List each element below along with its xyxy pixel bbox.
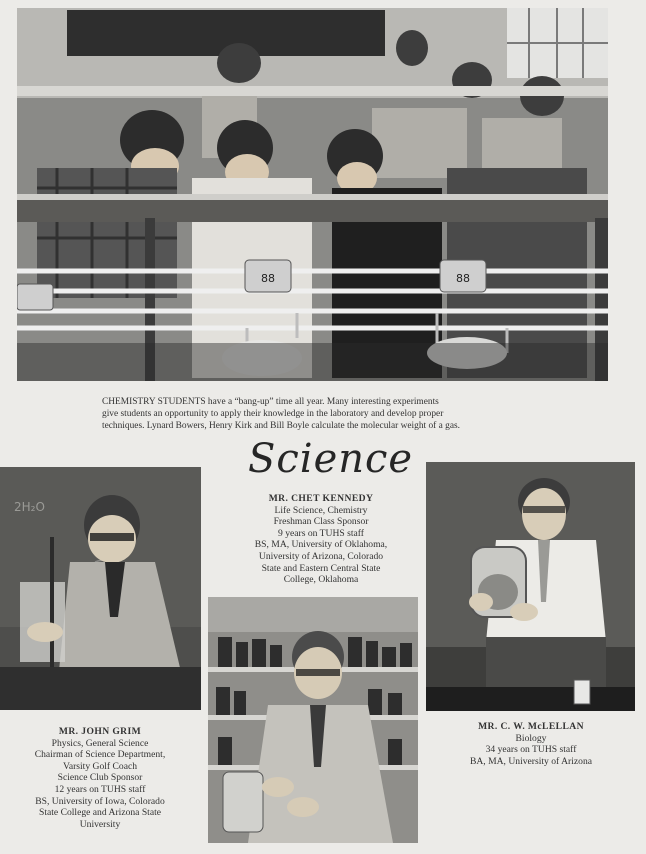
cw-mclellan-photo — [426, 462, 635, 711]
cw-mclellan-bio — [436, 721, 626, 767]
bio-line: BA, MA, University of Arizona — [469, 755, 593, 767]
bio-line: Varsity Golf Coach — [62, 760, 138, 772]
caption-line: techniques. Lynard Bowers, Henry Kirk and Bill Boyle calculate the molecular weight of a gas. — [102, 421, 460, 431]
teacher-name: MR. C. W. McLELLAN — [478, 721, 584, 732]
bio-line: Life Science, Chemistry — [274, 504, 368, 516]
caption-line: CHEMISTRY STUDENTS have a “bang-up” time all year. Many interesting experiments — [102, 397, 439, 407]
blackboard-text: 2H₂O — [14, 500, 45, 514]
bio-line: Physics, General Science — [51, 737, 149, 749]
bio-line: University of Arizona, Colorado — [258, 550, 384, 562]
bio-line: Science Club Sponsor — [57, 772, 143, 784]
bio-line: Freshman Class Sponsor — [273, 516, 369, 528]
kennedy-bio — [228, 493, 414, 586]
bio-line: BS, University of Iowa, Colorado — [35, 795, 165, 807]
outlet-left-label: 88 — [261, 272, 275, 285]
bio-line: Chairman of Science Department, — [34, 749, 166, 761]
chemistry-caption — [102, 396, 534, 432]
bio-line: 9 years on TUHS staff — [278, 527, 364, 539]
bio-line: BS, MA, University of Oklahoma, — [254, 539, 388, 551]
teacher-name: MR. JOHN GRIM — [58, 726, 142, 737]
outlet-right-label: 88 — [456, 272, 470, 285]
bio-line: University — [79, 818, 121, 830]
bio-line: State and Eastern Central State — [261, 562, 381, 574]
bio-line: 12 years on TUHS staff — [54, 783, 146, 795]
chemistry-lab-photo — [17, 8, 608, 381]
bio-line: 34 years on TUHS staff — [485, 744, 577, 756]
bio-line: College, Oklahoma — [283, 574, 359, 586]
chet-kennedy-photo — [208, 597, 418, 843]
john-grim-bio — [4, 726, 196, 830]
caption-line: give students an opportunity to apply their knowledge in the laboratory and develop proper — [102, 409, 444, 419]
bio-line: State College and Arizona State — [38, 807, 162, 819]
teacher-name: MR. CHET KENNEDY — [268, 493, 374, 504]
section-title: Science — [248, 436, 414, 482]
john-grim-photo — [0, 467, 201, 710]
bio-line: Biology — [515, 732, 547, 744]
